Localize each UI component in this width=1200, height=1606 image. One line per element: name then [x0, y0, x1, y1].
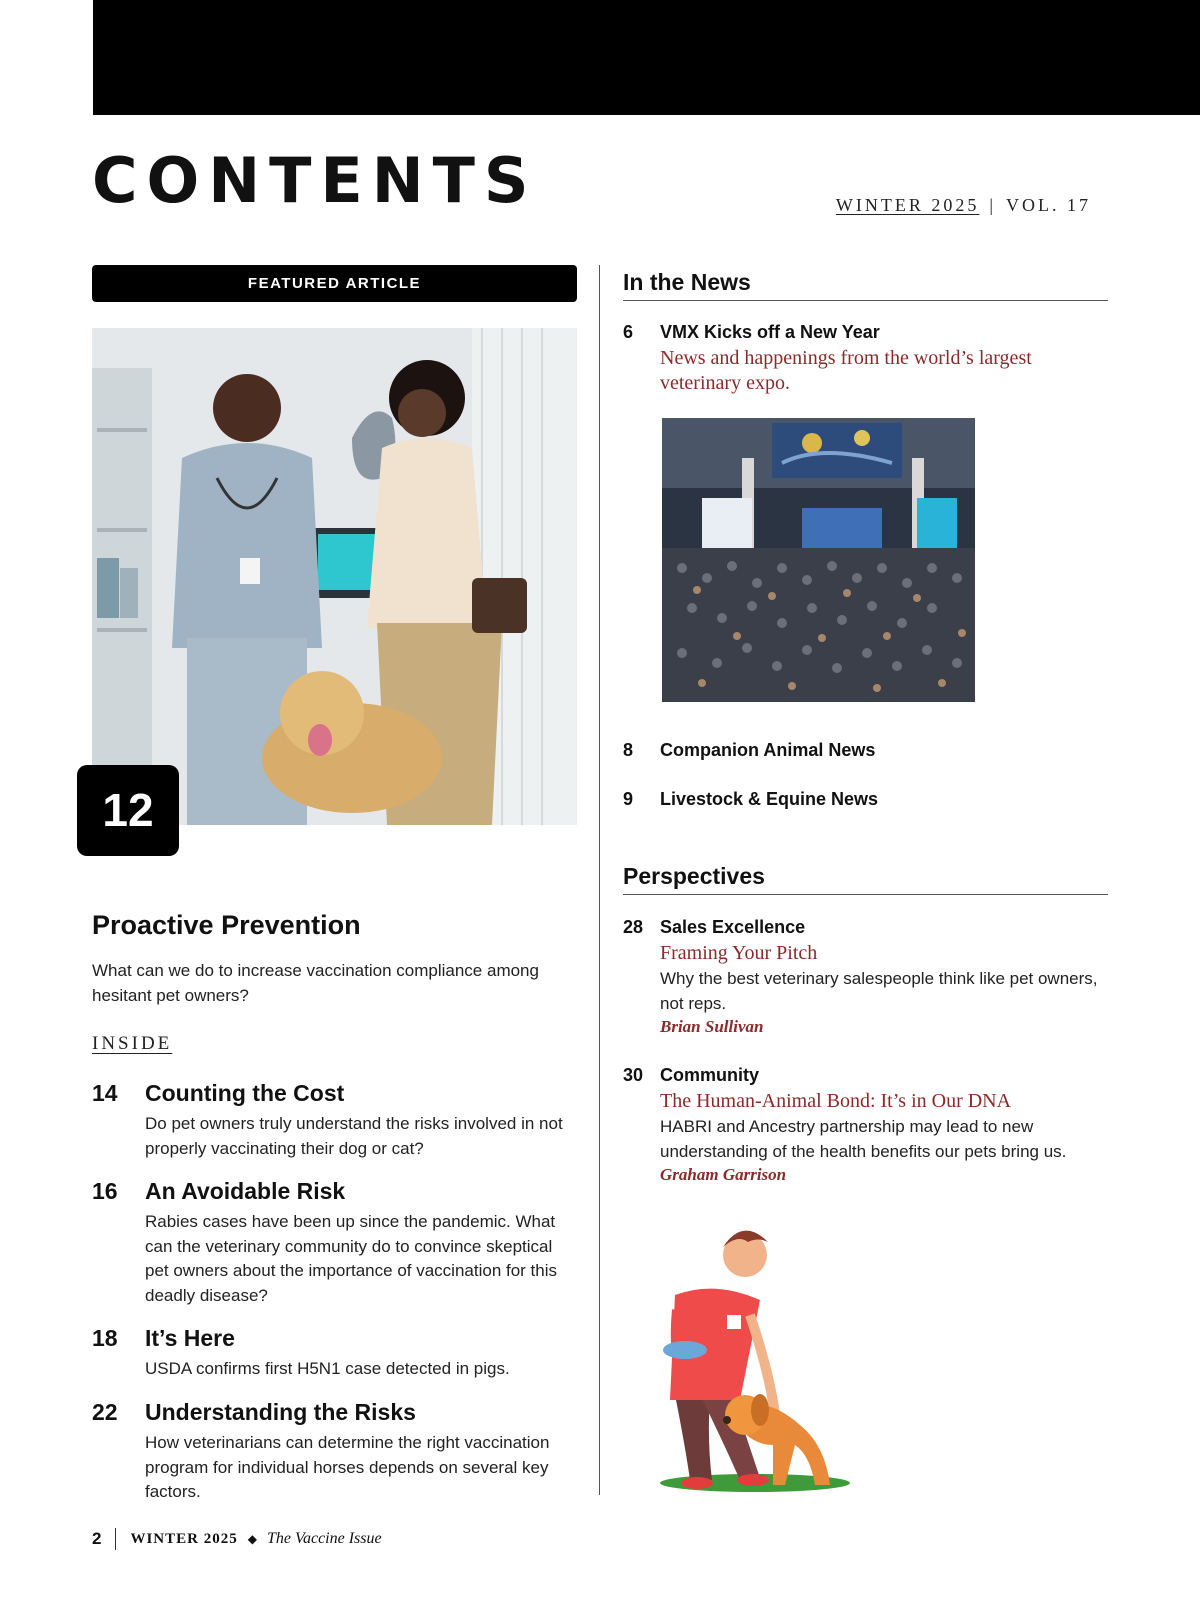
expo-hall-image — [662, 418, 975, 702]
list-item[interactable] — [92, 1080, 582, 1160]
item-title: Companion Animal News — [660, 740, 876, 760]
issue-separator: | — [989, 195, 996, 215]
item-description: Rabies cases have been up since the pandemic. What can the veterinary community do to convince skeptical pet owners about the importance of vaccination for this deadly disease? — [145, 1212, 558, 1305]
news-section-heading: In the News — [623, 269, 1108, 301]
item-page-number: 16 — [92, 1178, 118, 1204]
item-page-number: 30 — [623, 1065, 644, 1085]
news-item[interactable] — [623, 789, 1108, 815]
news-item[interactable] — [623, 740, 1108, 766]
item-title: Understanding the Risks — [145, 1399, 416, 1425]
item-author: Graham Garrison — [660, 1165, 787, 1184]
featured-article-description: What can we do to increase vaccination compliance among hesitant pet owners? — [92, 961, 539, 1005]
item-page-number: 14 — [92, 1080, 118, 1106]
featured-article-photo[interactable] — [92, 328, 577, 825]
item-description: HABRI and Ancestry partnership may lead to new understanding of the health benefits our pets bring us. — [660, 1117, 1067, 1161]
item-subtitle: The Human-Animal Bond: It’s in Our DNA — [660, 1090, 1012, 1112]
top-black-bar — [93, 0, 1200, 115]
vet-with-dog-illustration — [92, 328, 577, 825]
item-description: How veterinarians can determine the right vaccination program for individual horses depends on several key factors. — [145, 1433, 550, 1501]
item-page-number: 18 — [92, 1325, 118, 1351]
item-title: VMX Kicks off a New Year — [660, 322, 880, 342]
featured-article-title[interactable]: Proactive Prevention — [92, 910, 361, 940]
footer-page-number: 2 — [92, 1529, 102, 1548]
item-title: It’s Here — [145, 1325, 235, 1351]
item-page-number: 6 — [623, 322, 634, 342]
inside-label: INSIDE — [92, 1033, 173, 1054]
list-item[interactable] — [92, 1178, 582, 1308]
perspectives-item[interactable] — [623, 917, 1108, 1042]
footer-divider — [115, 1528, 116, 1550]
item-description: Do pet owners truly understand the risks involved in not properly vaccinating their dog or cat? — [145, 1114, 563, 1158]
column-divider — [599, 265, 600, 1495]
item-description: Why the best veterinary salespeople think like pet owners, not reps. — [660, 969, 1098, 1013]
item-page-number: 22 — [92, 1399, 118, 1425]
item-title: Community — [660, 1065, 759, 1085]
issue-info — [836, 195, 1091, 216]
page-title: CONTENTS — [92, 144, 538, 217]
list-item[interactable] — [92, 1399, 582, 1499]
item-title: An Avoidable Risk — [145, 1178, 346, 1204]
man-feeding-dog-icon — [655, 1215, 855, 1495]
featured-article-banner: FEATURED ARTICLE — [92, 265, 577, 302]
issue-volume: VOL. 17 — [1006, 195, 1091, 215]
item-subtitle: News and happenings from the world’s largest veterinary expo. — [660, 347, 1032, 394]
perspectives-section-heading: Perspectives — [623, 863, 1108, 895]
perspectives-item[interactable] — [623, 1065, 1108, 1190]
featured-page-number: 12 — [77, 765, 179, 856]
issue-season: WINTER 2025 — [835, 195, 980, 215]
footer-season: WINTER 2025 — [130, 1530, 238, 1547]
footer-bullet: ◆ — [247, 1532, 257, 1546]
item-title: Sales Excellence — [660, 917, 806, 937]
item-subtitle: Framing Your Pitch — [660, 942, 818, 964]
news-item[interactable] — [623, 322, 1108, 402]
man-with-dog-illustration — [655, 1215, 855, 1495]
expo-crowd-photo[interactable] — [662, 418, 975, 702]
footer-issue-name: The Vaccine Issue — [266, 1530, 382, 1547]
item-page-number: 8 — [623, 740, 634, 760]
page-footer — [92, 1528, 382, 1550]
item-page-number: 9 — [623, 789, 634, 809]
item-author: Brian Sullivan — [660, 1017, 764, 1036]
item-title: Counting the Cost — [145, 1080, 345, 1106]
item-title: Livestock & Equine News — [660, 789, 879, 809]
item-page-number: 28 — [623, 917, 644, 937]
list-item[interactable] — [92, 1325, 582, 1385]
item-description: USDA confirms first H5N1 case detected in pigs. — [145, 1359, 510, 1378]
